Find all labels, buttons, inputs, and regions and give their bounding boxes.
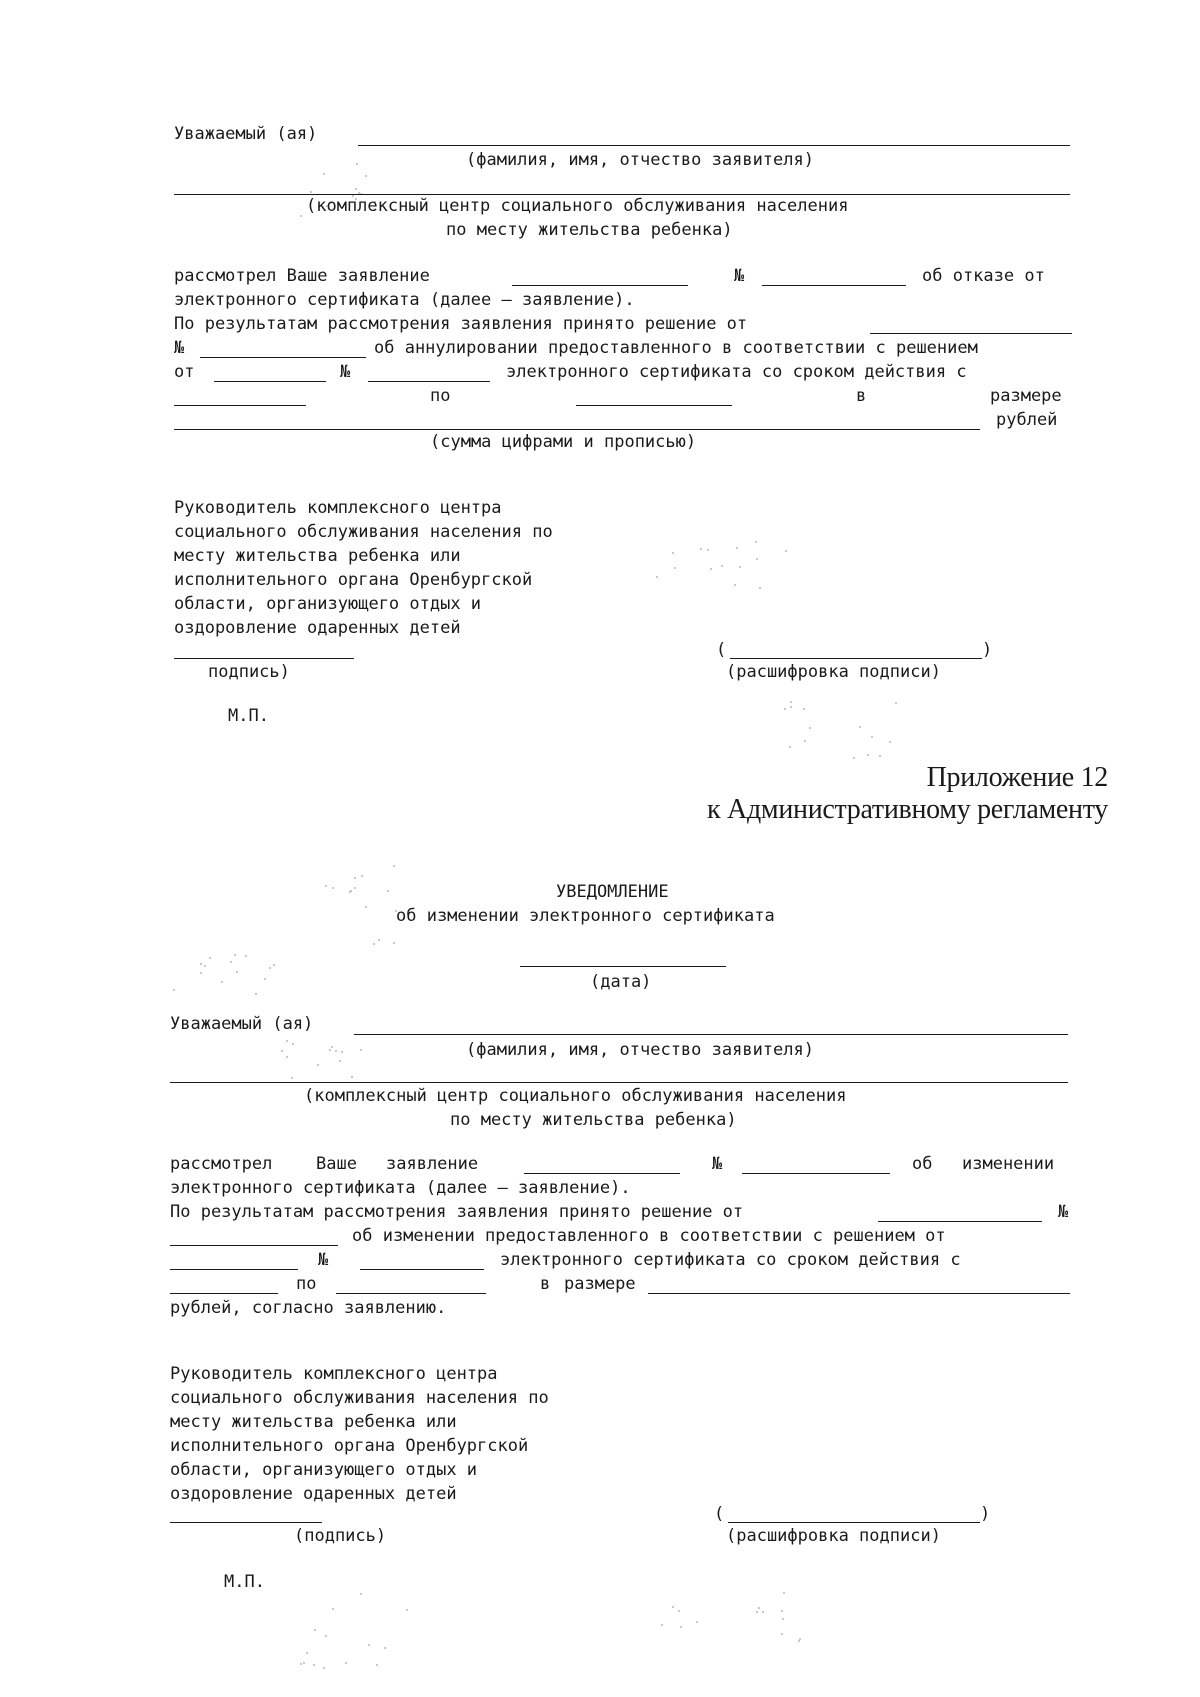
scan-speck [782, 1618, 784, 1620]
scan-speck [310, 191, 312, 193]
center-caption-line2: по месту жительства ребенка) [450, 1110, 737, 1130]
appendix-number: Приложение 12 [926, 762, 1108, 793]
scan-speck [755, 541, 757, 543]
scan-speck [895, 702, 897, 704]
para-text: по [296, 1274, 317, 1294]
scan-speck [314, 1629, 316, 1631]
sum-line[interactable] [648, 1293, 1070, 1294]
center-field-line[interactable] [174, 194, 1070, 195]
scan-speck [803, 708, 805, 710]
fio-field-line[interactable] [358, 145, 1070, 146]
para-text: По результатам рассмотрения заявления принято решение от [174, 314, 748, 334]
signature-decode-line[interactable] [730, 658, 982, 659]
scan-speck [286, 1040, 288, 1042]
para-text: электронного сертификата (далее – заявление). [170, 1178, 631, 1198]
scan-speck [656, 576, 658, 578]
scan-speck [323, 173, 325, 175]
appendix-reference: к Административному регламенту [707, 794, 1108, 825]
scan-speck [332, 1608, 334, 1610]
scan-speck [672, 552, 674, 554]
validity-from-line[interactable] [174, 405, 306, 406]
scan-speck [335, 1050, 337, 1052]
paren-open: ( [716, 640, 727, 660]
scan-speck [230, 961, 232, 963]
scan-speck [355, 188, 357, 190]
scan-speck [329, 1049, 331, 1051]
scan-speck [384, 1647, 386, 1649]
scan-speck [376, 1664, 378, 1666]
scan-speck [781, 1633, 783, 1635]
scan-speck [393, 942, 395, 944]
validity-to-line[interactable] [576, 405, 732, 406]
scan-speck [200, 972, 202, 974]
scan-speck [783, 1592, 785, 1594]
scan-speck [313, 1664, 315, 1666]
scan-speck [281, 1050, 283, 1052]
scan-speck [269, 967, 271, 969]
para-text: от [174, 362, 195, 382]
paren-close: ) [980, 1504, 991, 1524]
validity-to-line[interactable] [336, 1293, 486, 1294]
scan-speck [339, 1060, 341, 1062]
prior-decision-date-line[interactable] [214, 381, 326, 382]
scan-speck [406, 1609, 408, 1611]
scan-speck [859, 726, 861, 728]
center-field-line[interactable] [170, 1082, 1068, 1083]
para-text: об [912, 1154, 933, 1174]
scan-speck [889, 741, 891, 743]
center-caption-line1: (комплексный центр социального обслуживания населения [304, 1086, 847, 1106]
number-sign: № [734, 266, 745, 286]
signature-line[interactable] [170, 1522, 322, 1523]
scan-speck [325, 1635, 327, 1637]
scan-speck [291, 1077, 293, 1079]
document-title: УВЕДОМЛЕНИЕ [556, 882, 669, 902]
decode-caption: (расшифровка подписи) [726, 1526, 941, 1546]
para-text: изменении [962, 1154, 1055, 1174]
scan-speck [879, 755, 881, 757]
head-title-line: Руководитель комплексного центра [174, 498, 502, 518]
para-text: в [856, 386, 867, 406]
prior-decision-number-line[interactable] [360, 1269, 484, 1270]
salutation: Уважаемый (ая) [174, 124, 318, 144]
document-subtitle: об изменении электронного сертификата [396, 906, 775, 926]
para-text: рублей [996, 410, 1058, 430]
scan-speck [721, 565, 723, 567]
scan-speck [674, 567, 676, 569]
scan-speck [341, 1051, 343, 1053]
scan-speck [781, 1610, 783, 1612]
para-text: размере [564, 1274, 636, 1294]
scan-speck [809, 727, 811, 729]
para-text: об отказе от [922, 266, 1045, 286]
scan-speck [672, 1606, 674, 1608]
scan-speck [387, 890, 389, 892]
scan-speck [303, 1662, 305, 1664]
signature-line[interactable] [174, 658, 354, 659]
center-caption-line1: (комплексный центр социального обслуживания населения [306, 196, 849, 216]
salutation: Уважаемый (ая) [170, 1014, 314, 1034]
para-text: электронного сертификата (далее – заявление). [174, 290, 635, 310]
date-caption: (дата) [590, 972, 652, 992]
scan-speck [804, 740, 806, 742]
scan-speck [236, 971, 238, 973]
para-text: электронного сертификата со сроком действия с [506, 362, 967, 382]
number-sign: № [318, 1250, 329, 1270]
para-text: рассмотрел Ваше заявление [174, 266, 430, 286]
scan-speck [354, 877, 356, 879]
paren-open: ( [714, 1504, 725, 1524]
scan-speck [286, 1056, 288, 1058]
fio-caption: (фамилия, имя, отчество заявителя) [466, 150, 814, 170]
head-title-line: оздоровление одаренных детей [170, 1484, 457, 1504]
prior-decision-date-line[interactable] [170, 1269, 298, 1270]
application-number-line[interactable] [742, 1173, 890, 1174]
scan-speck [173, 989, 175, 991]
head-title-line: области, организующего отдых и [174, 594, 482, 614]
decision-number-line[interactable] [170, 1245, 338, 1246]
scan-speck [700, 548, 702, 550]
scan-speck [360, 1049, 362, 1051]
scan-speck [361, 875, 363, 877]
scan-speck [736, 547, 738, 549]
para-text: заявление [386, 1154, 479, 1174]
head-title-line: исполнительного органа Оренбургской [174, 570, 533, 590]
fio-field-line[interactable] [354, 1034, 1068, 1035]
head-title-line: социального обслуживания населения по [170, 1388, 549, 1408]
para-text: Ваше [316, 1154, 357, 1174]
scan-speck [680, 1626, 682, 1628]
scan-speck [798, 1640, 800, 1642]
scan-speck [273, 964, 275, 966]
scan-speck [292, 1043, 294, 1045]
scan-speck [204, 965, 206, 967]
scan-speck [349, 891, 351, 893]
scan-speck [331, 1046, 333, 1048]
scan-speck [393, 865, 395, 867]
scan-speck [368, 1644, 370, 1646]
scan-speck [707, 549, 709, 551]
head-title-line: Руководитель комплексного центра [170, 1364, 498, 1384]
validity-from-line[interactable] [170, 1293, 278, 1294]
scan-speck [332, 887, 334, 889]
number-sign: № [712, 1154, 723, 1174]
scan-speck [785, 550, 787, 552]
signature-decode-line[interactable] [728, 1522, 980, 1523]
scan-speck [758, 1607, 760, 1609]
scan-speck [762, 1611, 764, 1613]
scan-speck [696, 1621, 698, 1623]
scan-speck [325, 885, 327, 887]
decision-number-line[interactable] [200, 357, 366, 358]
scan-speck [365, 175, 367, 177]
para-text: По результатам рассмотрения заявления принято решение от [170, 1202, 744, 1222]
scan-speck [323, 1667, 325, 1669]
scan-speck [255, 993, 257, 995]
head-title-line: оздоровление одаренных детей [174, 618, 461, 638]
scan-speck [734, 584, 736, 586]
scan-speck [373, 943, 375, 945]
scan-speck [264, 978, 266, 980]
scan-speck [306, 1652, 308, 1654]
para-text: размере [990, 386, 1062, 406]
scan-speck [867, 754, 869, 756]
scan-speck [710, 568, 712, 570]
sum-line[interactable] [174, 429, 980, 430]
prior-decision-number-line[interactable] [368, 381, 490, 382]
scan-speck [209, 957, 211, 959]
scan-speck [756, 1611, 758, 1613]
signature-caption: (подпись) [294, 1526, 387, 1546]
scan-speck [317, 1064, 319, 1066]
center-caption-line2: по месту жительства ребенка) [446, 220, 733, 240]
number-sign: № [174, 338, 185, 358]
decision-date-line[interactable] [870, 333, 1072, 334]
head-title-line: исполнительного органа Оренбургской [170, 1436, 529, 1456]
scan-speck [871, 736, 873, 738]
para-text: рассмотрел [170, 1154, 273, 1174]
application-number-line[interactable] [762, 285, 906, 286]
scan-speck [759, 587, 761, 589]
scan-speck [234, 954, 236, 956]
scan-speck [356, 163, 358, 165]
scan-speck [300, 215, 302, 217]
head-title-line: месту жительства ребенка или [170, 1412, 457, 1432]
signature-caption: подпись) [208, 662, 290, 682]
decision-date-line[interactable] [878, 1221, 1042, 1222]
scan-speck [784, 708, 786, 710]
scan-speck [360, 1593, 362, 1595]
scan-speck [661, 1624, 663, 1626]
number-sign: № [1058, 1202, 1069, 1222]
decode-caption: (расшифровка подписи) [726, 662, 941, 682]
scan-speck [354, 887, 356, 889]
scan-speck [739, 566, 741, 568]
scan-speck [790, 706, 792, 708]
scan-speck [365, 906, 367, 908]
para-text: по [430, 386, 451, 406]
seal-mark: М.П. [228, 706, 269, 726]
scan-speck [790, 701, 792, 703]
para-text: электронного сертификата со сроком действия с [500, 1250, 961, 1270]
scan-speck [351, 1076, 353, 1078]
head-title-line: социального обслуживания населения по [174, 522, 553, 542]
scan-speck [756, 558, 758, 560]
paren-close: ) [982, 640, 993, 660]
seal-mark: М.П. [224, 1572, 265, 1592]
sum-caption: (сумма цифрами и прописью) [430, 432, 697, 452]
scan-speck [221, 981, 223, 983]
scan-speck [345, 1662, 347, 1664]
para-text: в [540, 1274, 551, 1294]
application-date-line[interactable] [524, 1173, 680, 1174]
scan-speck [853, 757, 855, 759]
number-sign: № [340, 362, 351, 382]
para-text: рублей, согласно заявлению. [170, 1298, 447, 1318]
scan-speck [378, 939, 380, 941]
head-title-line: месту жительства ребенка или [174, 546, 461, 566]
scan-speck [300, 1663, 302, 1665]
para-text: об аннулировании предоставленного в соответствии с решением [374, 338, 978, 358]
scan-speck [245, 955, 247, 957]
head-title-line: области, организующего отдых и [170, 1460, 478, 1480]
para-text: об изменении предоставленного в соответствии с решением от [352, 1226, 946, 1246]
date-line[interactable] [520, 966, 726, 967]
scan-speck [200, 963, 202, 965]
fio-caption: (фамилия, имя, отчество заявителя) [466, 1040, 814, 1060]
application-date-line[interactable] [512, 285, 688, 286]
scan-speck [789, 746, 791, 748]
scan-speck [678, 1610, 680, 1612]
